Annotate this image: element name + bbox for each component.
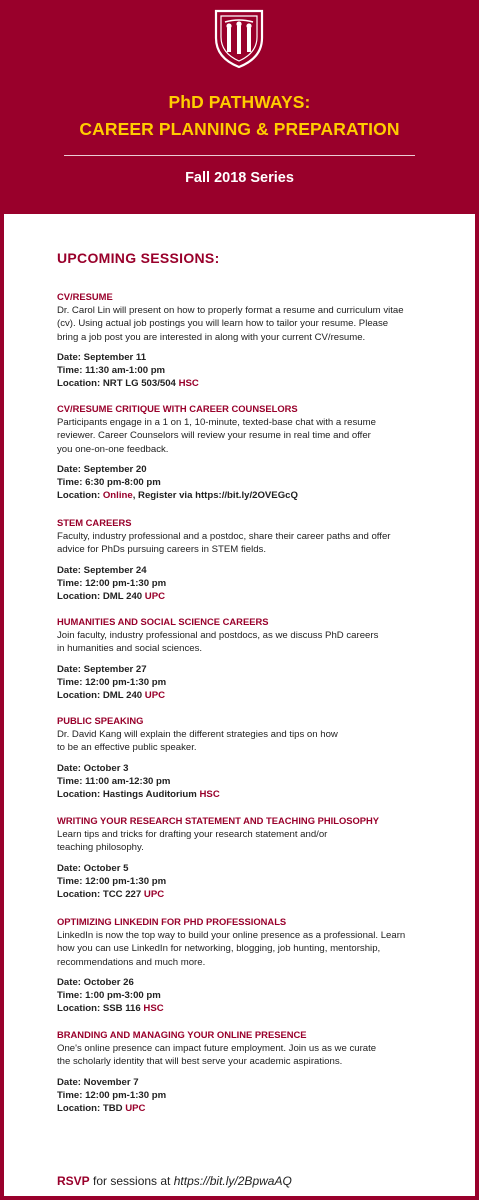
session-location	[57, 377, 437, 390]
session-date	[57, 1076, 437, 1089]
session-description-line: (cv). Using actual job postings you will learn how to tailor your resume. Please	[57, 318, 389, 330]
time-value: 6:30 pm-8:00 pm	[85, 477, 161, 489]
time-label: Time:	[57, 365, 83, 377]
time-value: 11:30 am-1:00 pm	[85, 365, 166, 377]
date-value: October 5	[83, 862, 129, 874]
session-item	[57, 815, 437, 901]
location-label: Location:	[57, 591, 101, 603]
session-description-line: Dr. David Kang will explain the different strategies and tips on how	[57, 729, 338, 740]
session-title: CV/RESUME CRITIQUE WITH CAREER COUNSELORS	[57, 403, 298, 414]
session-title: CV/RESUME	[57, 291, 113, 302]
session-date	[57, 351, 437, 364]
session-location	[57, 689, 437, 702]
session-description-line: to be an effective public speaker.	[57, 742, 197, 754]
date-label: Date:	[57, 564, 81, 576]
session-item	[57, 715, 437, 801]
session-details	[57, 976, 437, 1016]
rsvp-keyword: RSVP	[57, 1174, 90, 1188]
session-date	[57, 663, 437, 676]
session-description-line: teaching philosophy.	[57, 842, 144, 854]
header-divider	[64, 155, 415, 156]
session-description-line: how you can use LinkedIn for networking, blogging, job hunting, mentorship,	[57, 943, 381, 955]
session-time	[57, 676, 437, 689]
date-label: Date:	[57, 976, 81, 988]
date-label: Date:	[57, 1076, 81, 1088]
campus-tag: Online	[102, 490, 133, 502]
time-value: 12:00 pm-1:30 pm	[85, 676, 167, 688]
campus-tag: HSC	[178, 378, 199, 390]
session-description	[57, 828, 437, 855]
date-value: September 24	[83, 564, 147, 576]
date-value: September 27	[83, 663, 147, 675]
session-details	[57, 862, 437, 902]
session-description-line: recommendations and much more.	[57, 956, 206, 968]
content-panel	[4, 214, 475, 1196]
session-time	[57, 476, 437, 489]
date-label: Date:	[57, 663, 81, 675]
session-date	[57, 976, 437, 989]
session-item	[57, 403, 437, 503]
location-value: SSB 116	[102, 1003, 141, 1015]
time-label: Time:	[57, 990, 83, 1002]
session-description	[57, 416, 437, 456]
location-value: TCC 227	[102, 889, 142, 901]
series-subtitle: Fall 2018 Series	[185, 170, 294, 186]
session-description	[57, 304, 437, 344]
date-value: November 7	[83, 1076, 139, 1088]
session-date	[57, 762, 437, 775]
session-description-line: reviewer. Career Counselors will review your resume in real time and offer	[57, 430, 371, 442]
session-details	[57, 762, 437, 802]
session-item	[57, 616, 437, 702]
session-description	[57, 929, 437, 969]
session-title: HUMANITIES AND SOCIAL SCIENCE CAREERS	[57, 616, 269, 627]
campus-tag: UPC	[143, 889, 165, 901]
session-description-line: advice for PhDs pursuing careers in STEM fields.	[57, 544, 267, 556]
time-value: 12:00 pm-1:30 pm	[85, 577, 167, 589]
location-label: Location:	[57, 889, 101, 901]
location-label: Location:	[57, 490, 101, 502]
session-description-line: One's online presence can impact future employment. Join us as we curate	[57, 1043, 377, 1054]
page-title-line2: CAREER PLANNING & PREPARATION	[79, 119, 400, 139]
session-description-line: you one-on-one feedback.	[57, 443, 169, 455]
rsvp-line	[57, 1174, 292, 1188]
session-time	[57, 364, 437, 377]
session-title: BRANDING AND MANAGING YOUR ONLINE PRESENCE	[57, 1029, 307, 1040]
date-value: September 20	[83, 463, 147, 475]
time-label: Time:	[57, 477, 83, 489]
location-value: DML 240	[102, 591, 143, 603]
campus-tag: HSC	[199, 789, 220, 801]
session-description	[57, 1042, 437, 1069]
session-time	[57, 875, 437, 888]
session-time	[57, 989, 437, 1002]
session-description-line: Faculty, industry professional and a postdoc, share their career paths and offer	[57, 531, 391, 542]
session-details	[57, 351, 437, 391]
campus-tag: HSC	[143, 1003, 164, 1015]
session-item	[57, 517, 437, 603]
rsvp-text: for sessions at	[89, 1174, 174, 1188]
location-label: Location:	[57, 1003, 101, 1015]
session-description-line: in humanities and social sciences.	[57, 643, 203, 655]
session-details	[57, 663, 437, 703]
session-description-line: Dr. Carol Lin will present on how to properly format a resume and curriculum vitae	[57, 305, 404, 316]
session-location	[57, 1002, 437, 1015]
session-date	[57, 463, 437, 476]
session-time	[57, 775, 437, 788]
session-description-line: the scholarly identity that will best serve your academic aspirations.	[57, 1056, 343, 1068]
session-details	[57, 1076, 437, 1116]
time-value: 11:00 am-12:30 pm	[85, 775, 171, 787]
date-label: Date:	[57, 762, 81, 774]
campus-tag: UPC	[125, 1103, 146, 1115]
page-title-line1: PhD PATHWAYS:	[168, 92, 311, 112]
session-time	[57, 577, 437, 590]
session-date	[57, 564, 437, 577]
session-title: STEM CAREERS	[57, 517, 132, 528]
session-title: OPTIMIZING LINKEDIN FOR PHD PROFESSIONALS	[57, 916, 287, 927]
session-location	[57, 788, 437, 801]
time-value: 12:00 pm-1:30 pm	[85, 1089, 167, 1101]
time-value: 1:00 pm-3:00 pm	[85, 990, 161, 1002]
session-title: WRITING YOUR RESEARCH STATEMENT AND TEACHING PHILOSOPHY	[57, 815, 380, 826]
university-seal-icon	[213, 8, 265, 70]
time-label: Time:	[57, 775, 83, 787]
session-location	[57, 489, 437, 502]
time-label: Time:	[57, 676, 83, 688]
session-description-line: Join faculty, industry professional and postdocs, as we discuss PhD careers	[57, 630, 379, 641]
session-details	[57, 564, 437, 604]
session-details	[57, 463, 437, 503]
campus-tag: UPC	[144, 591, 166, 603]
date-label: Date:	[57, 351, 81, 363]
time-value: 12:00 pm-1:30 pm	[85, 875, 167, 887]
session-description	[57, 629, 437, 656]
time-label: Time:	[57, 875, 83, 887]
session-location	[57, 888, 437, 901]
location-value: Hastings Auditorium	[102, 789, 197, 801]
session-date	[57, 862, 437, 875]
location-value: NRT LG 503/504	[102, 378, 176, 390]
location-label: Location:	[57, 378, 101, 390]
session-item	[57, 1029, 437, 1115]
session-description-line: bring a job post you are interested in along with your current CV/resume.	[57, 331, 366, 343]
rsvp-link[interactable]: https://bit.ly/2BpwaAQ	[173, 1174, 292, 1188]
date-label: Date:	[57, 862, 81, 874]
date-value: October 26	[83, 976, 134, 988]
session-item	[57, 291, 437, 391]
time-label: Time:	[57, 1089, 83, 1101]
location-value: DML 240	[102, 690, 143, 702]
location-value: TBD	[102, 1103, 123, 1115]
time-label: Time:	[57, 577, 83, 589]
location-label: Location:	[57, 1103, 101, 1115]
session-description-line: LinkedIn is now the top way to build your online presence as a professional. Learn	[57, 930, 406, 941]
session-location	[57, 1102, 437, 1115]
session-time	[57, 1089, 437, 1102]
location-label: Location:	[57, 690, 101, 702]
session-title: PUBLIC SPEAKING	[57, 715, 144, 726]
upcoming-sessions-heading: UPCOMING SESSIONS:	[57, 250, 220, 266]
date-label: Date:	[57, 463, 81, 475]
session-description-line: Learn tips and tricks for drafting your research statement and/or	[57, 829, 328, 840]
date-value: October 3	[83, 762, 129, 774]
location-extra: , Register via https://bit.ly/2OVEGcQ	[132, 490, 298, 502]
session-description-line: Participants engage in a 1 on 1, 10-minute, texted-base chat with a resume	[57, 417, 376, 428]
date-value: September 11	[83, 351, 147, 363]
session-description	[57, 530, 437, 557]
session-description	[57, 728, 437, 755]
location-label: Location:	[57, 789, 101, 801]
session-location	[57, 590, 437, 603]
campus-tag: UPC	[144, 690, 166, 702]
session-item	[57, 916, 437, 1016]
header-banner	[0, 0, 479, 214]
